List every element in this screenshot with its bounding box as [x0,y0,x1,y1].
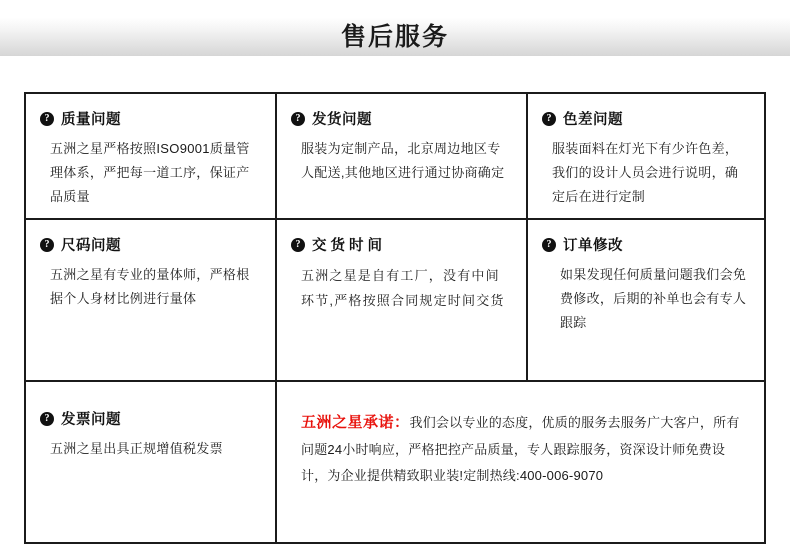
page-header-banner [0,18,790,56]
service-info-table [24,92,766,544]
cell-heading [542,234,750,255]
cell-title: 质量问题 [61,112,121,128]
service-cell-delivery-time [277,220,528,380]
question-icon: ? [40,238,54,252]
cell-title: 订单修改 [563,238,623,254]
cell-heading [40,408,261,429]
question-icon: ? [291,238,305,252]
page-title: 售后服务 [340,23,449,51]
cell-body: 五洲之星有专业的量体师，严格根据个人身材比例进行量体 [50,267,250,307]
service-cell-quality [26,94,277,218]
cell-heading [40,234,261,255]
cell-heading [291,234,512,255]
question-icon: ? [291,112,305,126]
cell-title: 发票问题 [61,412,121,428]
cell-title: 发货问题 [312,112,372,128]
cell-heading [40,108,261,129]
question-icon: ? [542,112,556,126]
table-row [26,382,764,542]
cell-heading [542,108,750,129]
question-icon: ? [40,112,54,126]
service-cell-color-difference [528,94,764,218]
service-cell-order-modification [528,220,764,380]
cell-body: 五洲之星严格按照ISO9001质量管理体系，严把每一道工序，保证产品质量 [50,141,250,205]
cell-body: 如果发现任何质量问题我们会免费修改，后期的补单也会有专人跟踪 [560,267,747,331]
cell-body: 五洲之星出具正规增值税发票 [50,441,223,456]
promise-lead: 五洲之星承诺： [301,414,410,431]
service-cell-shipping [277,94,528,218]
cell-title: 交货时间 [312,238,386,254]
table-row [26,220,764,382]
cell-body: 服装为定制产品，北京周边地区专人配送,其他地区进行通过协商确定 [301,141,505,181]
service-cell-size [26,220,277,380]
service-cell-invoice [26,382,277,542]
service-cell-promise [277,382,764,542]
promise-body: 我们会以专业的态度，优质的服务去服务广大客户，所有问题24小时响应，严格把控产品质量，专人跟踪服务，资深设计师免费设计，为企业提供精致职业装!定制热线:400-006-9070 [301,415,740,483]
question-icon: ? [542,238,556,252]
cell-heading [291,108,512,129]
question-icon: ? [40,412,54,426]
cell-title: 色差问题 [563,112,623,128]
promise-text [291,408,750,488]
cell-body: 五洲之星是自有工厂，没有中间环节,严格按照合同规定时间交货 [301,268,505,309]
cell-body: 服装面料在灯光下有少许色差，我们的设计人员会进行说明，确定后在进行定制 [552,141,739,205]
table-row [26,94,764,220]
cell-title: 尺码问题 [61,238,121,254]
